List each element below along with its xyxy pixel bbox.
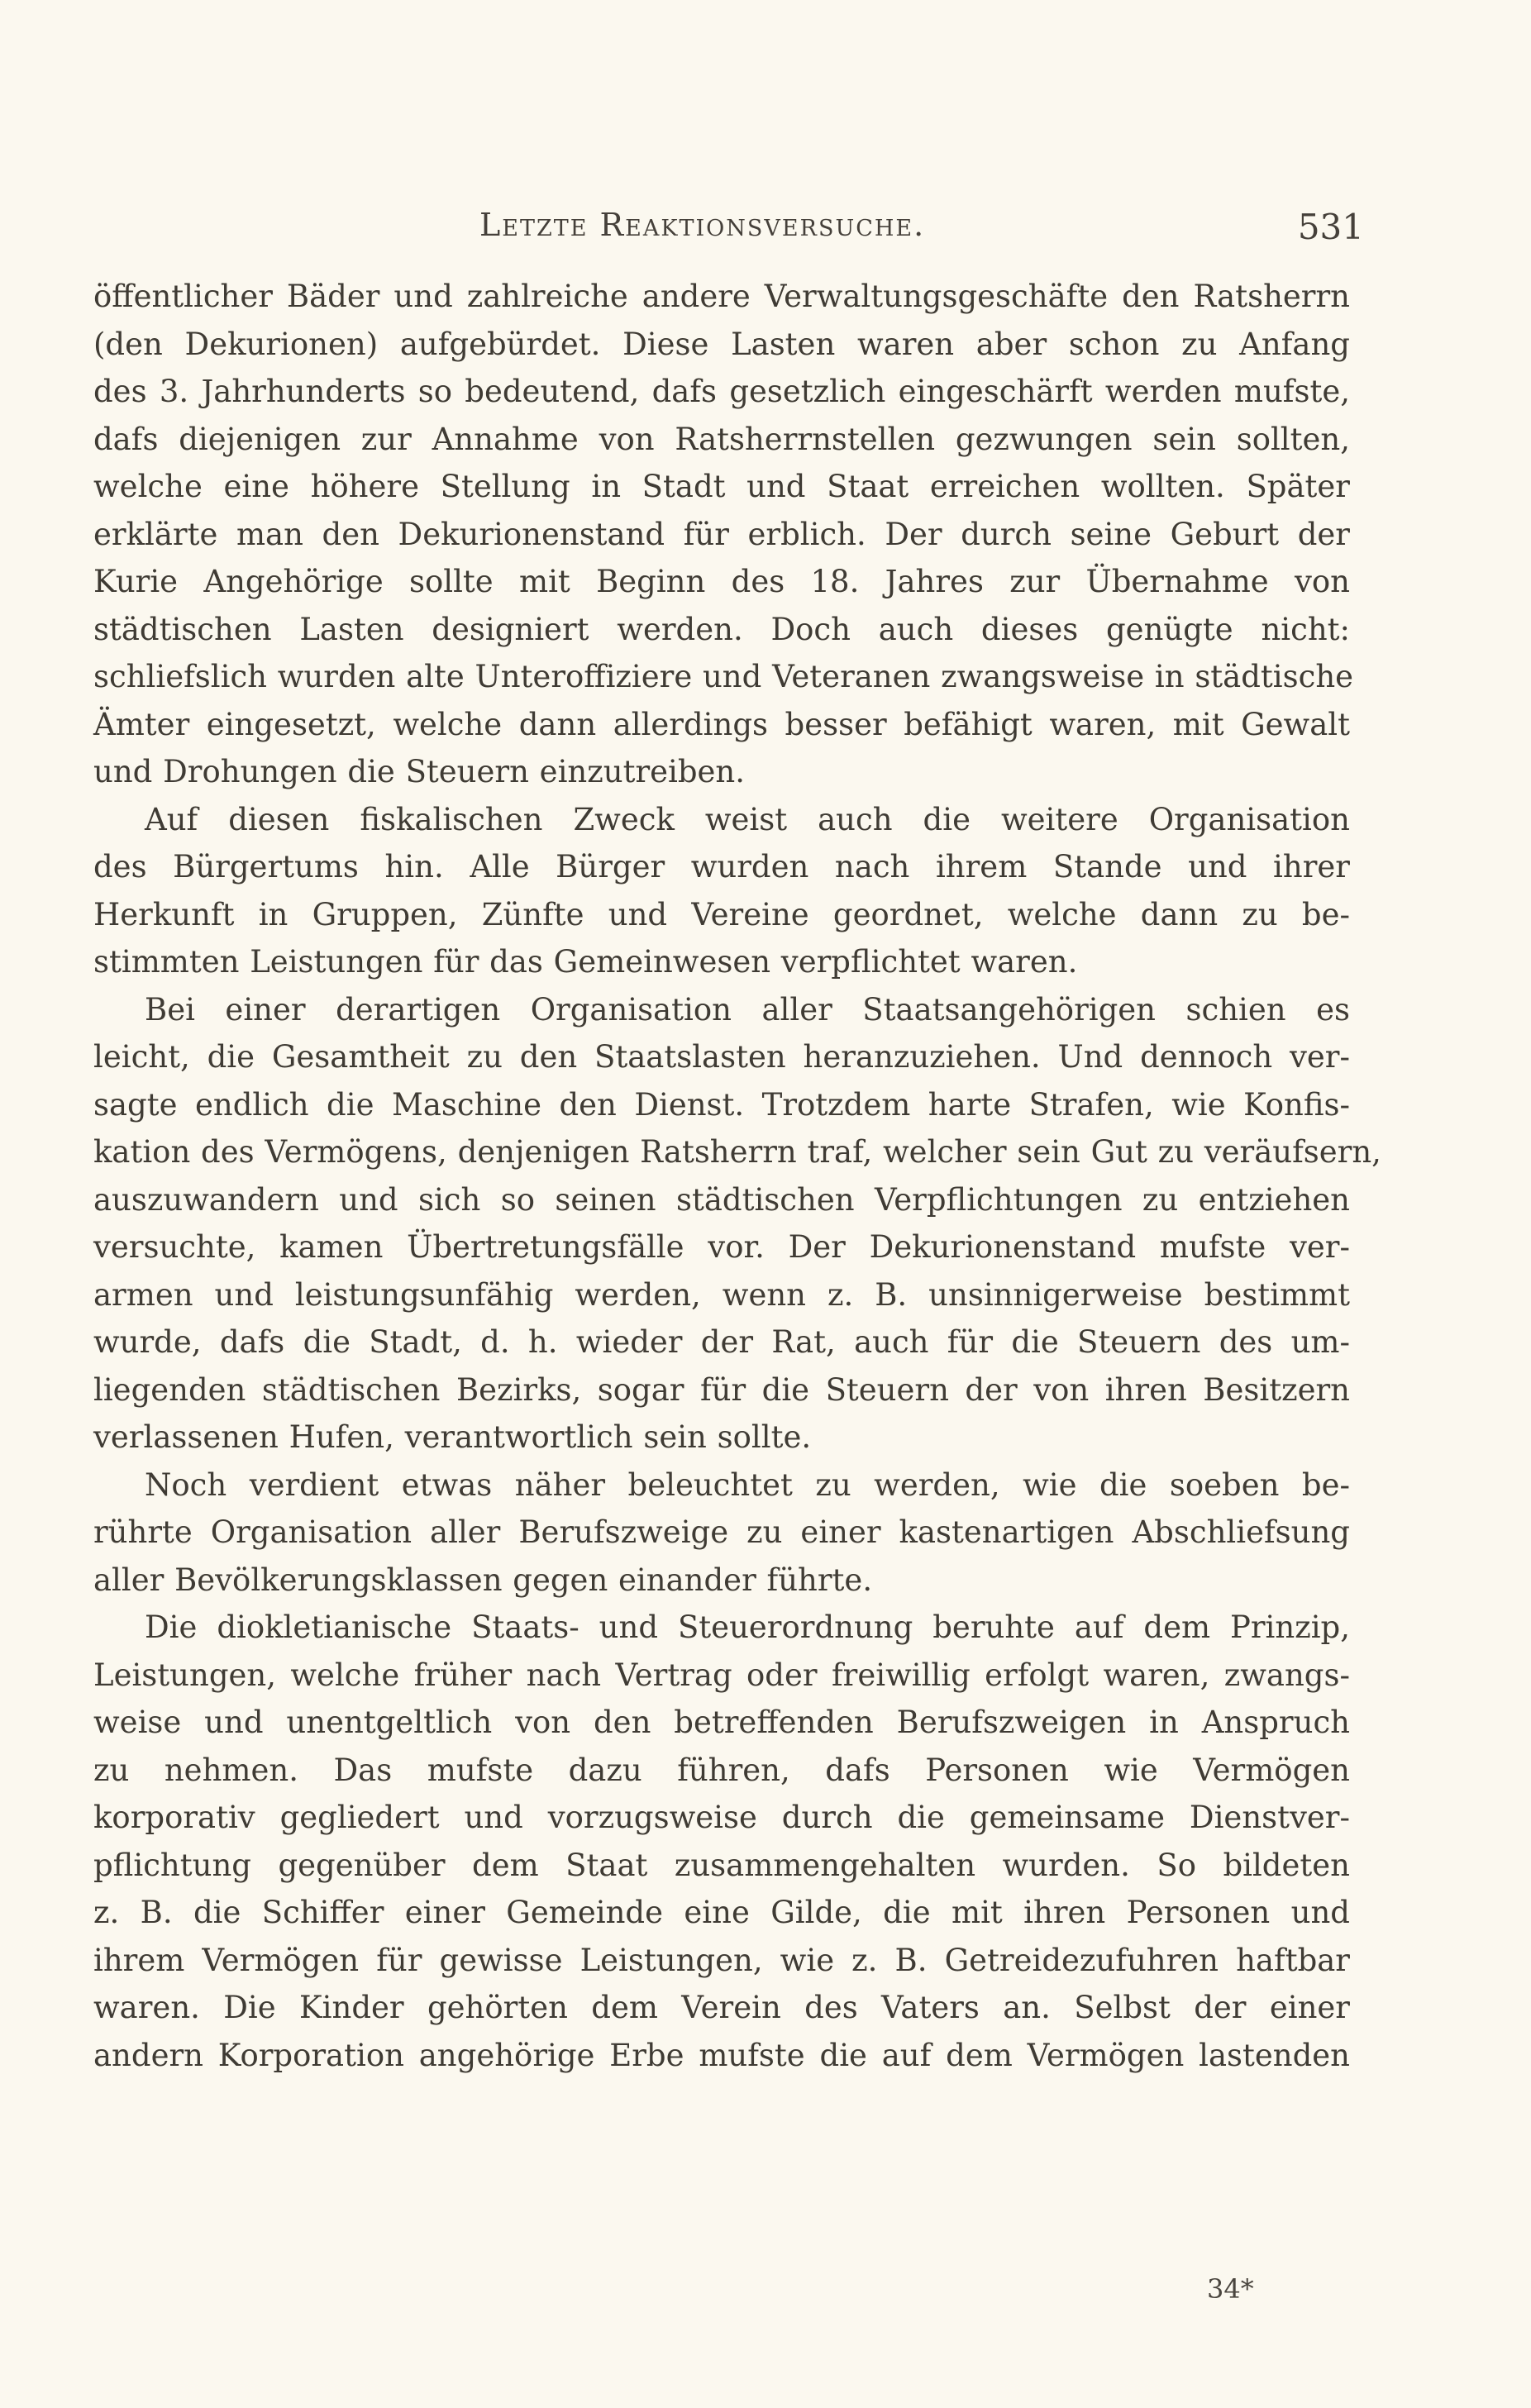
text-line: verlassenen Hufen, verantwortlich sein sollte. [93,1419,812,1455]
text-line: sagte endlich die Maschine den Dienst. Trotzdem harte Strafen, wie Konfis- [93,1086,1350,1123]
text-line: weise und unentgeltlich von den betreffenden Berufszweigen in Anspruch [93,1705,1350,1740]
text-line: auszuwandern und sich so seinen städtischen Verpflichtungen zu entziehen [93,1181,1350,1218]
text-line: und Drohungen die Steuern einzutreiben. [93,754,746,789]
text-line: schliefslich wurden alte Unteroffiziere und Veteranen zwangsweise in städtische [93,659,1354,694]
text-line: versuchte, kamen Übertretungsfälle vor. Der Dekurionenstand mufste ver- [93,1229,1350,1265]
text-line: rührte Organisation aller Berufszweige zu einer kastenartigen Abschliefsung [93,1514,1350,1550]
text-line: korporativ gegliedert und vorzugsweise durch die gemeinsame Dienstver- [93,1800,1350,1835]
text-line: stimmten Leistungen für das Gemeinwesen verpflichtet waren. [93,944,1078,980]
paragraph-4 [93,1461,1350,1605]
text-line: Kurie Angehörige sollte mit Beginn des 18. Jahres zur Übernahme von [93,564,1350,599]
running-head [190,207,1364,256]
text-line: wurde, dafs die Stadt, d. h. wieder der Rat, auch für die Steuern des um- [93,1324,1350,1360]
page-number: 531 [1297,207,1364,247]
text-line: kation des Vermögens, denjenigen Ratsherrn traf, welcher sein Gut zu veräufsern, [93,1134,1381,1170]
text-line: aller Bevölkerungsklassen gegen einander führte. [93,1562,873,1598]
text-line: (den Dekurionen) aufgebürdet. Diese Lasten waren aber schon zu Anfang [93,326,1350,362]
running-title: Letzte Reaktionsversuche. [479,207,926,243]
paragraph-2 [93,796,1350,986]
text-line: öffentlicher Bäder und zahlreiche andere Verwaltungsgeschäfte den Ratsherrn [93,279,1350,314]
paragraph-5 [93,1604,1350,2079]
text-line: Herkunft in Gruppen, Zünfte und Vereine geordnet, welche dann zu be- [93,896,1350,932]
text-line: armen und leistungsunfähig werden, wenn z. B. unsinnigerweise bestimmt [93,1276,1350,1313]
text-line: waren. Die Kinder gehörten dem Verein des Vaters an. Selbst der einer [93,1990,1350,2025]
text-line: des Bürgertums hin. Alle Bürger wurden nach ihrem Stande und ihrer [93,849,1350,885]
text-line: zu nehmen. Das mufste dazu führen, dafs Personen wie Vermögen [93,1752,1350,1788]
text-line: z. B. die Schiffer einer Gemeinde eine Gilde, die mit ihren Personen und [93,1895,1350,1930]
text-line: erklärte man den Dekurionenstand für erblich. Der durch seine Geburt der [93,516,1350,552]
text-line: leicht, die Gesamtheit zu den Staatslasten heranzuziehen. Und dennoch ver- [93,1039,1350,1075]
paragraph-3 [93,986,1381,1461]
text-line: Auf diesen fiskalischen Zweck weist auch die weitere Organisation [145,801,1350,837]
text-line: Ämter eingesetzt, welche dann allerdings besser befähigt waren, mit Gewalt [93,706,1350,742]
text-line: dafs diejenigen zur Annahme von Ratsherrnstellen gezwungen sein sollten, [93,421,1350,457]
text-line: Noch verdient etwas näher beleuchtet zu werden, wie die soeben be- [145,1466,1350,1503]
text-line: ihrem Vermögen für gewisse Leistungen, wie z. B. Getreidezufuhren haftbar [93,1942,1350,1978]
text-line: welche eine höhere Stellung in Stadt und Staat erreichen wollten. Später [93,469,1350,504]
text-line: Leistungen, welche früher nach Vertrag oder freiwillig erfolgt waren, zwangs- [93,1657,1350,1693]
text-line: andern Korporation angehörige Erbe mufste die auf dem Vermögen lastenden [93,2037,1350,2073]
text-line: städtischen Lasten designiert werden. Doch auch dieses genügte nicht: [93,611,1350,647]
paragraph-1 [93,273,1354,796]
signature-mark: 34* [1207,2273,1254,2305]
text-line: liegenden städtischen Bezirks, sogar für die Steuern der von ihren Besitzern [93,1371,1350,1408]
text-line: Bei einer derartigen Organisation aller Staatsangehörigen schien es [145,991,1350,1028]
text-line: des 3. Jahrhunderts so bedeutend, dafs gesetzlich eingeschärft werden mufste, [93,374,1350,409]
text-line: Die diokletianische Staats- und Steuerordnung beruhte auf dem Prinzip, [145,1609,1350,1645]
body-text [93,273,1381,2079]
text-line: pflichtung gegenüber dem Staat zusammengehalten wurden. So bildeten [93,1847,1350,1883]
